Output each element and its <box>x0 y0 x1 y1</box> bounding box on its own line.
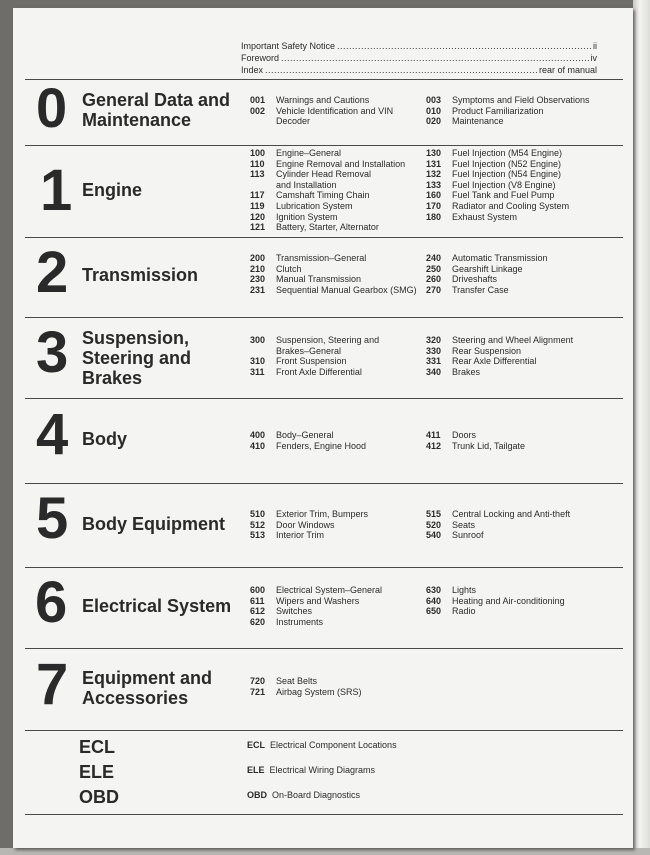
group-label: Steering and Wheel Alignment <box>452 335 574 345</box>
group-entry[interactable] <box>250 520 335 531</box>
section-title: Steering and <box>82 348 192 368</box>
group-code: 010 <box>426 105 442 116</box>
group-entry[interactable] <box>426 441 525 452</box>
section-title: Equipment and <box>82 668 212 688</box>
group-entry[interactable] <box>426 95 590 106</box>
group-code: 240 <box>426 253 442 263</box>
section-number: 3 <box>36 320 69 385</box>
section-title: Body <box>82 429 127 449</box>
group-label: Ignition System <box>276 211 338 222</box>
group-entry[interactable] <box>426 356 536 367</box>
front-matter-entry[interactable] <box>241 64 597 76</box>
group-code: 231 <box>250 284 266 295</box>
group-code: 132 <box>426 169 442 180</box>
group-label: Maintenance <box>452 116 504 127</box>
group-label: Switches <box>276 606 313 617</box>
section-title: Body Equipment <box>82 514 225 534</box>
group-label: Fuel Tank and Fuel Pump <box>452 190 555 201</box>
group-entry[interactable] <box>426 106 544 117</box>
group-entry[interactable] <box>426 148 562 159</box>
group-entry[interactable] <box>250 148 341 159</box>
group-entry[interactable] <box>250 430 334 441</box>
group-code: 515 <box>426 509 442 519</box>
group-code: 310 <box>250 356 266 367</box>
group-label: Lights <box>452 585 477 595</box>
group-code: 210 <box>250 263 266 274</box>
group-entry[interactable] <box>426 520 475 531</box>
section-number: 2 <box>36 240 69 305</box>
group-code: 320 <box>426 335 442 345</box>
section-title: Electrical System <box>82 596 232 616</box>
group-entry[interactable] <box>250 285 417 296</box>
group-label: Exterior Trim, Bumpers <box>276 509 369 519</box>
group-code: 540 <box>426 530 442 541</box>
group-entry[interactable] <box>250 617 323 628</box>
group-label: Engine Removal and Installation <box>276 158 406 169</box>
group-entry[interactable] <box>250 190 370 201</box>
group-entry[interactable] <box>250 441 366 452</box>
group-label: Fenders, Engine Hood <box>276 440 367 451</box>
section-divider <box>25 317 623 318</box>
group-label: Cylinder Head Removal and Installation <box>276 169 372 190</box>
group-label: Manual Transmission <box>276 274 362 285</box>
group-label: Wipers and Washers <box>276 595 360 606</box>
group-code: 600 <box>250 585 266 595</box>
group-code: 620 <box>250 616 266 627</box>
section-number: 6 <box>35 570 68 635</box>
dot-leader <box>281 52 588 64</box>
group-label: Transfer Case <box>452 284 509 295</box>
group-code: 513 <box>250 530 266 541</box>
group-code: 001 <box>250 95 266 105</box>
group-code: 121 <box>250 222 266 233</box>
group-label: Transmission–General <box>276 253 367 263</box>
group-entry[interactable] <box>426 274 497 285</box>
group-label: Engine–General <box>276 148 342 158</box>
group-code: 720 <box>250 676 266 686</box>
group-label: Fuel Injection (N54 Engine) <box>452 169 562 180</box>
appendix-code: OBD <box>247 790 267 800</box>
group-code: 230 <box>250 274 266 285</box>
group-label: Sequential Manual Gearbox (SMG) <box>276 284 417 295</box>
group-code: 100 <box>250 148 266 158</box>
appendix-abbreviation: ECL <box>79 737 115 757</box>
group-label: Interior Trim <box>276 530 325 541</box>
group-entry[interactable] <box>250 201 353 212</box>
front-matter-entry[interactable] <box>241 40 597 52</box>
group-entry[interactable] <box>426 253 548 264</box>
section-number: 1 <box>40 158 73 223</box>
group-label: Front Suspension <box>276 356 347 367</box>
group-entry[interactable] <box>426 367 480 378</box>
group-entry[interactable] <box>426 430 476 441</box>
group-label: Clutch <box>276 263 302 274</box>
front-matter-entry[interactable] <box>241 52 597 64</box>
group-entry[interactable] <box>250 606 312 617</box>
group-code: 160 <box>426 190 442 201</box>
front-matter-title: Index <box>241 65 264 75</box>
group-entry[interactable] <box>426 116 504 127</box>
front-matter-page: rear of manual <box>538 65 597 75</box>
group-entry[interactable] <box>426 190 554 201</box>
group-entry[interactable] <box>250 367 362 378</box>
group-label: Trunk Lid, Tailgate <box>452 440 526 451</box>
group-label: Door Windows <box>276 519 335 530</box>
group-code: 002 <box>250 105 266 116</box>
group-label: Fuel Injection (N52 Engine) <box>452 158 562 169</box>
group-label: Suspension, Steering and Brakes–General <box>276 335 380 356</box>
group-label: Lubrication System <box>276 201 353 211</box>
dot-leader <box>265 64 537 76</box>
group-entry[interactable] <box>426 585 476 596</box>
group-entry[interactable] <box>426 509 570 520</box>
section-number: 4 <box>36 402 69 467</box>
group-entry[interactable] <box>426 169 561 180</box>
group-code: 400 <box>250 430 266 440</box>
group-entry[interactable] <box>250 222 379 233</box>
group-label: Instruments <box>276 616 324 627</box>
group-label: Body–General <box>276 430 334 440</box>
front-matter-page: ii <box>593 41 597 51</box>
group-code: 270 <box>426 284 442 295</box>
group-entry[interactable] <box>426 212 517 223</box>
group-entry[interactable] <box>426 180 556 191</box>
group-label: Vehicle Identification and VIN Decoder <box>276 105 394 127</box>
group-entry[interactable] <box>426 530 484 541</box>
group-code: 331 <box>426 356 442 367</box>
group-label: Central Locking and Anti-theft <box>452 509 571 519</box>
group-entry[interactable] <box>250 687 362 698</box>
front-matter-title: Foreword <box>241 53 280 63</box>
section-number: 5 <box>36 486 69 551</box>
group-label: Front Axle Differential <box>276 366 362 377</box>
group-entry[interactable] <box>250 95 369 106</box>
appendix-label: Electrical Wiring Diagrams <box>269 765 376 775</box>
section-divider <box>25 145 623 146</box>
section-title: General Data and <box>82 90 231 110</box>
group-code: 512 <box>250 519 266 530</box>
section-divider <box>25 648 623 649</box>
section-divider <box>25 237 623 238</box>
group-entry[interactable] <box>426 201 569 212</box>
front-matter-title: Important Safety Notice <box>241 41 336 51</box>
group-code: 250 <box>426 263 442 274</box>
group-code: 612 <box>250 606 266 617</box>
binder-bottom-edge <box>0 848 650 855</box>
group-code: 170 <box>426 201 442 211</box>
group-code: 611 <box>250 595 265 606</box>
appendix-entry[interactable] <box>247 765 375 776</box>
appendix-entry[interactable] <box>247 740 397 751</box>
group-entry[interactable] <box>250 335 379 356</box>
group-entry[interactable] <box>426 346 521 357</box>
group-code: 412 <box>426 440 442 451</box>
group-label: Seats <box>452 519 476 530</box>
group-code: 131 <box>426 158 442 169</box>
group-label: Sunroof <box>452 530 484 541</box>
dot-leader <box>337 40 591 52</box>
appendix-abbreviation: ELE <box>79 762 115 782</box>
group-code: 180 <box>426 211 442 222</box>
group-entry[interactable] <box>250 106 393 127</box>
group-code: 133 <box>426 179 442 190</box>
group-label: Gearshift Linkage <box>452 263 523 274</box>
group-code: 411 <box>426 430 441 440</box>
group-label: Doors <box>452 430 477 440</box>
group-code: 003 <box>426 95 442 105</box>
group-code: 130 <box>426 148 442 158</box>
group-label: Automatic Transmission <box>452 253 548 263</box>
group-label: Brakes <box>452 366 481 377</box>
group-code: 260 <box>426 274 442 285</box>
group-label: Symptoms and Field Observations <box>452 95 590 105</box>
group-code: 117 <box>250 190 265 201</box>
group-label: Fuel Injection (V8 Engine) <box>452 179 556 190</box>
appendix-code: ELE <box>247 765 265 775</box>
group-code: 650 <box>426 606 442 617</box>
group-label: Camshaft Timing Chain <box>276 190 370 201</box>
group-label: Warnings and Cautions <box>276 95 370 105</box>
section-divider <box>25 483 623 484</box>
group-entry[interactable] <box>426 335 573 346</box>
group-entry[interactable] <box>250 356 347 367</box>
group-entry[interactable] <box>250 264 302 275</box>
appendix-code: ECL <box>247 740 265 750</box>
group-label: Rear Suspension <box>452 345 522 356</box>
section-number: 0 <box>36 76 68 139</box>
section-title: Maintenance <box>82 110 192 130</box>
group-code: 020 <box>426 116 442 127</box>
group-code: 119 <box>250 201 265 211</box>
section-title: Transmission <box>82 265 199 285</box>
group-code: 311 <box>250 366 265 377</box>
group-code: 330 <box>426 345 442 356</box>
group-code: 640 <box>426 595 442 606</box>
group-label: Product Familiarization <box>452 105 544 116</box>
group-label: Electrical System–General <box>276 585 383 595</box>
group-entry[interactable] <box>426 264 523 275</box>
group-code: 300 <box>250 335 266 345</box>
group-code: 120 <box>250 211 266 222</box>
group-entry[interactable] <box>250 530 324 541</box>
group-entry[interactable] <box>250 274 361 285</box>
group-code: 113 <box>250 169 265 180</box>
group-label: Radio <box>452 606 476 617</box>
group-code: 410 <box>250 440 266 451</box>
group-code: 510 <box>250 509 266 519</box>
group-entry[interactable] <box>250 212 338 223</box>
group-label: Radiator and Cooling System <box>452 201 570 211</box>
appendix-label: Electrical Component Locations <box>270 740 397 750</box>
section-title: Brakes <box>82 368 143 388</box>
group-entry[interactable] <box>250 585 382 596</box>
group-entry[interactable] <box>250 509 368 520</box>
appendix-label: On-Board Diagnostics <box>272 790 361 800</box>
group-label: Heating and Air-conditioning <box>452 595 565 606</box>
group-code: 200 <box>250 253 266 263</box>
group-label: Rear Axle Differential <box>452 356 537 367</box>
group-entry[interactable] <box>250 159 405 170</box>
group-label: Battery, Starter, Alternator <box>276 222 379 233</box>
group-code: 520 <box>426 519 442 530</box>
group-entry[interactable] <box>250 676 317 687</box>
group-label: Driveshafts <box>452 274 498 285</box>
group-label: Airbag System (SRS) <box>276 686 362 697</box>
section-title: Suspension, <box>82 328 190 348</box>
section-divider <box>25 814 623 815</box>
group-code: 340 <box>426 366 442 377</box>
group-label: Exhaust System <box>452 211 518 222</box>
group-entry[interactable] <box>250 253 366 264</box>
group-entry[interactable] <box>426 606 476 617</box>
group-entry[interactable] <box>426 285 509 296</box>
group-code: 630 <box>426 585 442 595</box>
binder-edge <box>633 0 650 855</box>
section-title: Engine <box>82 180 143 200</box>
appendix-abbreviation: OBD <box>79 787 119 807</box>
section-divider <box>25 567 623 568</box>
group-entry[interactable] <box>250 596 359 607</box>
group-label: Fuel Injection (M54 Engine) <box>452 148 563 158</box>
section-divider <box>25 79 623 80</box>
section-title: Accessories <box>82 688 189 708</box>
group-code: 721 <box>250 686 266 697</box>
section-number: 7 <box>36 652 69 717</box>
section-divider <box>25 730 623 731</box>
group-entry[interactable] <box>250 169 371 190</box>
group-label: Seat Belts <box>276 676 318 686</box>
section-divider <box>25 398 623 399</box>
index-page <box>13 8 633 848</box>
group-code: 110 <box>250 158 265 169</box>
group-entry[interactable] <box>426 596 565 607</box>
group-entry[interactable] <box>426 159 561 170</box>
appendix-entry[interactable] <box>247 790 360 801</box>
front-matter-page: iv <box>590 53 597 63</box>
